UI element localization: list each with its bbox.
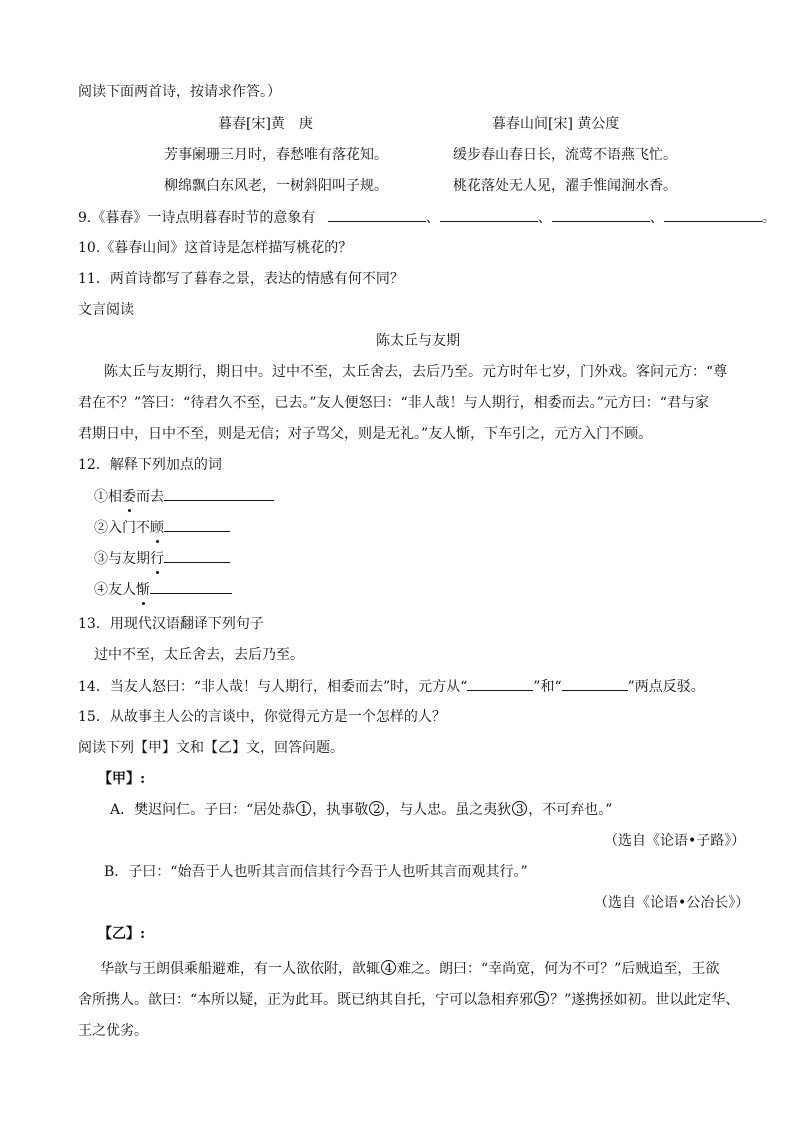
q12-item-4 (94, 579, 232, 600)
question-12: 12．解释下列加点的词 (78, 457, 222, 473)
question-9-text: 9.《暮春》一诗点明暮春时节的意象有 (78, 210, 316, 226)
item-text: 友人 (108, 582, 136, 598)
item-text: 相 (108, 489, 122, 505)
story-paragraph-line: 君期日中，日中不至，则是无信；对子骂父，则是无礼。”友人惭，下车引之，元方入门不顾。 (78, 426, 653, 442)
poem1-line1: 芳事阑珊三月时，春愁唯有落花知。 (164, 147, 388, 163)
dotted-word: 惭 (136, 582, 150, 598)
story-paragraph-line: 君在不？”答曰：“待君久不至，已去。”友人便怒曰：“非人哉！与人期行，相委而去。”元方曰：“君与家 (78, 395, 709, 411)
item-number: ① (94, 489, 108, 505)
answer-blank[interactable] (552, 207, 650, 222)
story-title: 陈太丘与友期 (376, 333, 460, 349)
instruction-text: 阅读下面两首诗，按请求作答。） (78, 84, 281, 100)
passage-text: A．樊迟问仁。子曰：“居处恭 (110, 802, 296, 818)
answer-blank[interactable] (440, 207, 538, 222)
dotted-word: 顾 (150, 520, 164, 536)
item-text: 与友期 (108, 551, 150, 567)
annotation-marker: 3 (512, 801, 527, 816)
passage-text: 难之。朗曰：“幸尚宽，何为不可？”后贼追至，王欲 (397, 961, 720, 977)
passage-text: ，与人忠。虽之夷狄 (385, 802, 512, 818)
text-yi-label: 【乙】: (98, 926, 146, 942)
source-citation: （选自《论语•公冶长》） (594, 895, 750, 911)
q12-item-3 (94, 548, 230, 569)
answer-blank[interactable] (467, 676, 533, 691)
text-jia-b: B．子曰：“始吾于人也听其言而信其行今吾于人也听其言而观其行。” (104, 864, 528, 880)
poem2-line2: 桃花落处无人见，濯手惟闻涧水香。 (453, 178, 677, 194)
question-13-sentence: 过中不至，太丘舍去，去后乃至。 (94, 647, 304, 663)
question-11: 11．两首诗都写了暮春之景，表达的情感有何不同？ (78, 271, 404, 287)
item-text: 而去 (136, 489, 164, 505)
answer-blank[interactable] (150, 579, 232, 594)
answer-blank[interactable] (164, 548, 230, 563)
question-14-text: ”和“ (533, 679, 562, 695)
passage-text: 舍所携人。歆曰：“本所以疑，正为此耳。既已纳其自托，宁可以急相弃邪 (78, 992, 534, 1008)
period: 。 (761, 210, 776, 226)
text-yi-line: 王之优劣。 (78, 1023, 148, 1039)
annotation-marker: 4 (381, 960, 396, 975)
q12-item-1 (94, 486, 274, 507)
answer-blank[interactable] (562, 676, 628, 691)
text-jia-a (110, 800, 612, 820)
question-14-text: 14．当友人怒曰：“非人哉！与人期行，相委而去”时，元方从“ (78, 679, 468, 695)
passage-text: ？”遂携拯如初。世以此定华、 (550, 992, 740, 1008)
passage-text: 华歆与王朗俱乘船避难，有一人欲依附，歆辄 (100, 961, 380, 977)
text-jia-label: 【甲】: (98, 771, 146, 787)
q12-item-2 (94, 517, 230, 538)
separator: 、 (537, 210, 552, 226)
item-number: ④ (94, 582, 108, 598)
question-10: 10.《暮春山间》这首诗是怎样描写桃花的？ (78, 240, 353, 256)
question-13: 13．用现代汉语翻译下列句子 (78, 616, 264, 632)
story-paragraph-line: 陈太丘与友期行，期日中。过中不至，太丘舍去，去后乃至。元方时年七岁，门外戏。客问元方：“尊 (104, 364, 728, 380)
item-number: ② (94, 520, 108, 536)
poem2-line1: 缓步春山春日长，流莺不语燕飞忙。 (453, 147, 677, 163)
question-14 (78, 676, 705, 697)
dotted-word: 行 (150, 551, 164, 567)
separator: 、 (649, 210, 664, 226)
dotted-word: 委 (122, 489, 136, 505)
poem1-line2: 柳绵飘白东风老，一树斜阳叫子规。 (164, 178, 388, 194)
question-14-text: ”两点反驳。 (627, 679, 705, 695)
passage-text: ，不可弃也。” (528, 802, 613, 818)
question-9 (78, 207, 776, 228)
annotation-marker: 1 (296, 801, 311, 816)
answer-blank[interactable] (664, 207, 762, 222)
text-yi-line (100, 959, 719, 979)
reading-instruction: 阅读下列【甲】文和【乙】文，回答问题。 (78, 740, 344, 756)
answer-blank[interactable] (164, 517, 230, 532)
annotation-marker: 5 (534, 991, 549, 1006)
item-text: 入门不 (108, 520, 150, 536)
source-citation: （选自《论语•子路》） (604, 833, 746, 849)
answer-blank[interactable] (164, 486, 274, 501)
poem2-title: 暮春山间[宋] 黄公度 (492, 116, 620, 132)
poem1-title: 暮春[宋]黄 庚 (218, 116, 313, 132)
question-15: 15．从故事主人公的言谈中，你觉得元方是一个怎样的人？ (78, 709, 446, 725)
item-number: ③ (94, 551, 108, 567)
section-heading: 文言阅读 (78, 302, 134, 318)
text-yi-line (78, 990, 739, 1010)
separator: 、 (425, 210, 440, 226)
annotation-marker: 2 (369, 801, 384, 816)
passage-text: ，执事敬 (312, 802, 369, 818)
answer-blank[interactable] (328, 207, 426, 222)
